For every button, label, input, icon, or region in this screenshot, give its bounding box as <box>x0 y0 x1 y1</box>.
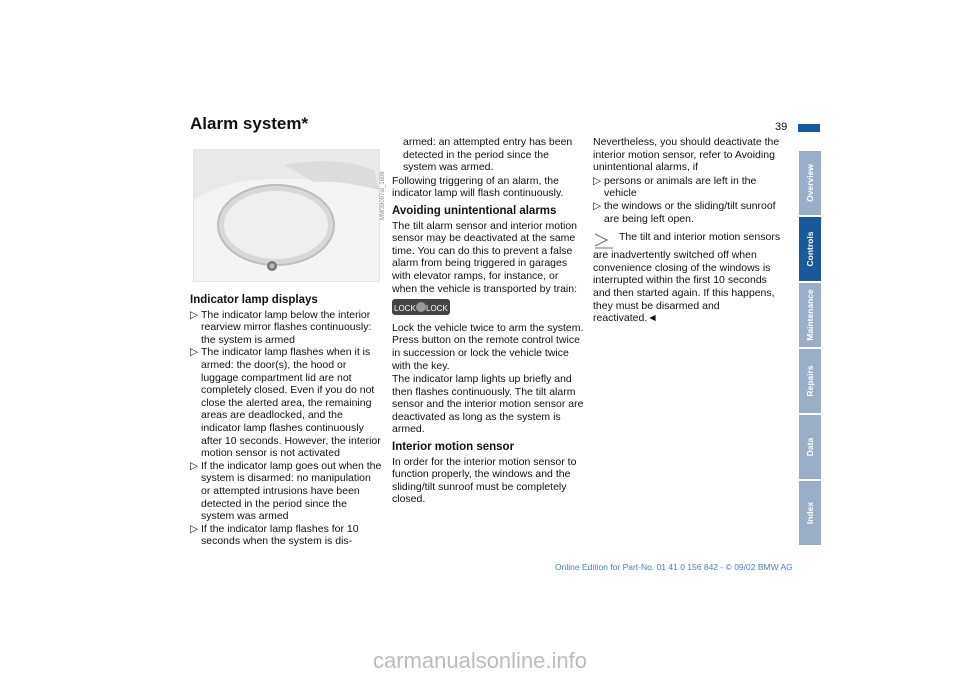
paragraph: Following triggering of an alarm, the indicator lamp will flash continuously. <box>392 174 564 200</box>
bullet-icon: ▷ <box>190 308 199 321</box>
bullet-icon: ▷ <box>593 199 602 212</box>
watermark: carmanualsonline.info <box>372 648 588 673</box>
list-item: ▷ persons or animals are left in the vehicle <box>593 174 757 200</box>
bullet-icon: ▷ <box>593 174 602 187</box>
section-tabs <box>799 151 821 547</box>
mirror-illustration <box>193 149 380 282</box>
continued-text: armed: an attempted entry has been detected in the period since the system was armed. <box>403 136 573 174</box>
note-icon <box>593 231 615 249</box>
mirror-icon <box>194 150 379 281</box>
tab-maintenance[interactable]: Maintenance <box>799 283 821 347</box>
tab-index[interactable]: Index <box>799 481 821 545</box>
page-number-bar <box>798 124 820 132</box>
heading-indicator-lamp-displays: Indicator lamp displays <box>190 294 318 306</box>
list-item: ▷ The indicator lamp flashes when it is armed: the door(s), the hood or luggage compartment lid are not completely closed. Even if you do not close the alerted area, the remaining areas are deadlocked, and the indicator lamp flashes continuously after 10 seconds. However, the interior motion sensor is not activated <box>190 346 381 460</box>
footer-edition: Online Edition for Part-No. 01 41 0 156 842 - © 09/02 BMW AG <box>555 562 793 572</box>
paragraph: Nevertheless, you should deactivate the interior motion sensor, refer to Avoiding unintentional alarms, if <box>593 136 780 174</box>
list-item: ▷ If the indicator lamp goes out when the system is disarmed: no manipulation or attempted intrusions have been detected in the period since the system was armed <box>190 459 382 523</box>
list-item: ▷ the windows or the sliding/tilt sunroof are being left open. <box>593 199 776 225</box>
tab-overview[interactable]: Overview <box>799 151 821 215</box>
paragraph: Lock the vehicle twice to arm the system. Press button on the remote control twice in succession or lock the vehicle twice with the key. <box>392 321 584 372</box>
list-item: ▷ If the indicator lamp flashes for 10 seconds when the system is dis- <box>190 522 359 548</box>
lock-label-2: LOCK <box>426 304 448 314</box>
paragraph: The indicator lamp lights up briefly and then flashes continuously. The tilt alarm sensor and the interior motion sensor are deactivated as long as the system is armed. <box>392 373 584 436</box>
bullet-icon: ▷ <box>190 459 199 472</box>
tab-controls[interactable]: Controls <box>799 217 821 281</box>
list-item: ▷ The indicator lamp below the interior rearview mirror flashes continuously: the system is armed <box>190 308 372 346</box>
bullet-icon: ▷ <box>190 522 199 535</box>
lock-label-1: LOCK <box>394 304 416 314</box>
column-3 <box>593 136 786 326</box>
note-paragraph: The tilt and interior motion sensors are inadvertently switched off when convenience closing of the windows is interrupted within the first 10 seconds and then started again. If this happens, they must be disarmed and reactivated.◄ <box>593 231 781 325</box>
page-title: Alarm system* <box>190 114 309 133</box>
bullet-icon: ▷ <box>190 346 199 359</box>
figure-code: MW39097al_1606 <box>380 171 386 220</box>
heading-avoiding-unintentional-alarms: Avoiding unintentional alarms <box>392 204 557 217</box>
end-mark: ◄ <box>647 312 658 325</box>
heading-interior-motion-sensor: Interior motion sensor <box>392 441 515 454</box>
paragraph: In order for the interior motion sensor to function properly, the windows and the sliding/tilt sunroof must be completely closed. <box>392 455 577 506</box>
tab-data[interactable]: Data <box>799 415 821 479</box>
column-2 <box>392 136 585 507</box>
page-number: 39 <box>775 121 788 133</box>
lock-button-icon <box>392 299 450 315</box>
tab-repairs[interactable]: Repairs <box>799 349 821 413</box>
paragraph: The tilt alarm sensor and interior motion sensor may be deactivated at the same time. You can do this to prevent a false alarm from being triggered in garages with elevator ramps, for instance, or when the vehicle is transported by train: <box>392 219 578 295</box>
column-1 <box>190 294 382 548</box>
